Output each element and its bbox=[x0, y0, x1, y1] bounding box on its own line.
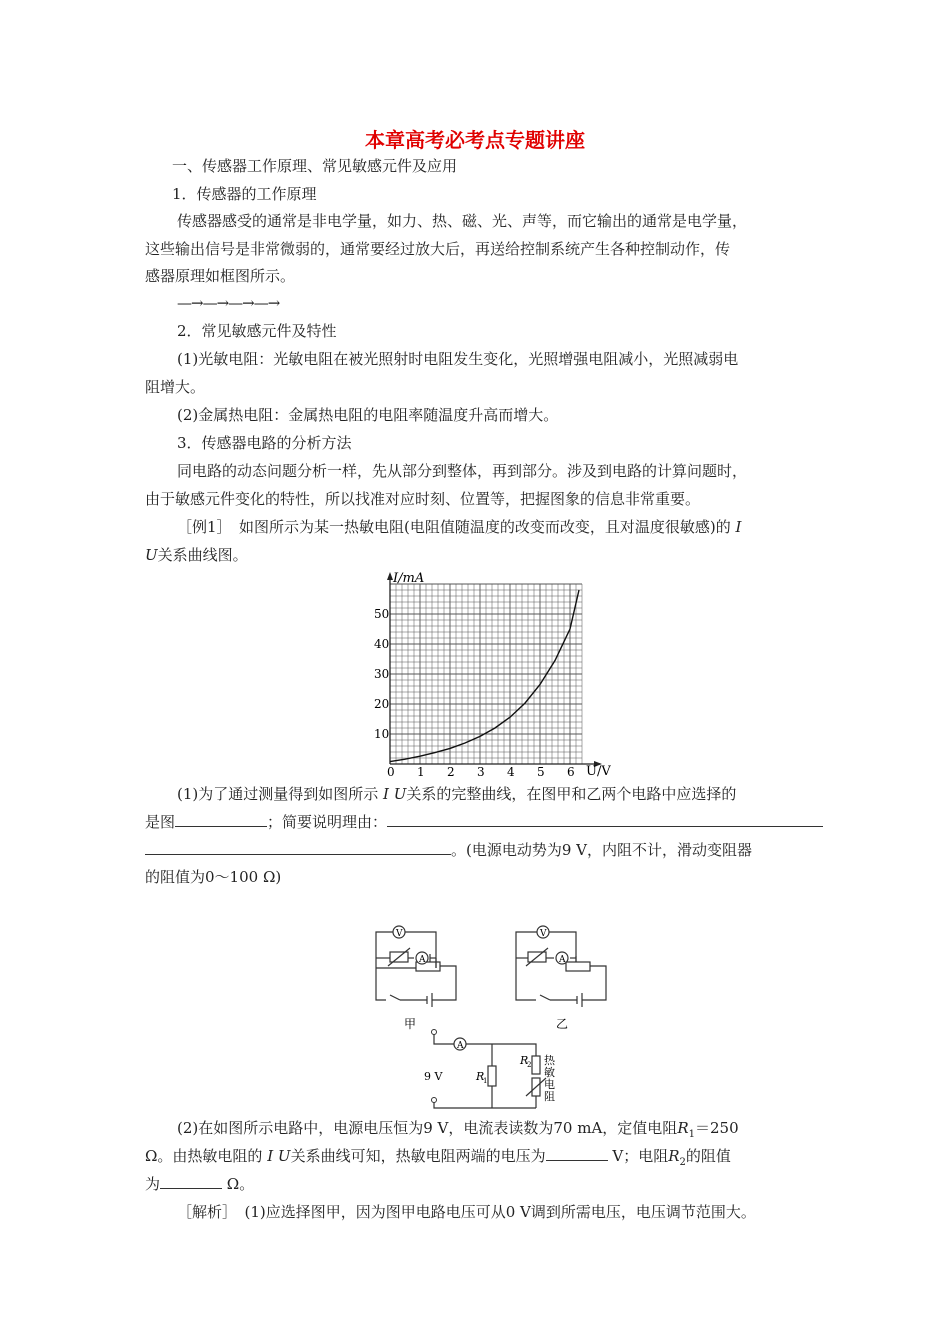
x-tick-label: 3 bbox=[477, 765, 485, 779]
figure-label-yi: 乙 bbox=[556, 1017, 569, 1031]
question-1-line: 的阻值为0～100 Ω) bbox=[145, 868, 282, 886]
source-voltage-label: 9 V bbox=[424, 1070, 443, 1083]
paragraph-line: 同电路的动态问题分析一样，先从部分到整体，再到部分。涉及到电路的计算问题时， bbox=[177, 462, 748, 480]
circuit-jia bbox=[376, 932, 456, 1007]
paragraph-line: 感器原理如框图所示。 bbox=[145, 267, 296, 285]
ammeter-label: A bbox=[457, 1041, 464, 1051]
question-1-line: (1)为了通过测量得到如图所示 I U关系的完整曲线，在图甲和乙两个电路中应选择的 bbox=[177, 785, 737, 803]
voltmeter-label: V bbox=[396, 929, 403, 939]
answer-blank[interactable] bbox=[160, 1174, 222, 1189]
ammeter-label: A bbox=[559, 955, 566, 965]
thermistor-label: 热 bbox=[544, 1054, 555, 1067]
figure-label-jia: 甲 bbox=[404, 1017, 417, 1031]
chart-ticks bbox=[374, 607, 575, 779]
x-tick-label: 4 bbox=[507, 765, 515, 779]
thermistor-label: 电 bbox=[544, 1078, 555, 1091]
x-tick-label: 2 bbox=[447, 765, 455, 779]
paragraph-line: 传感器感受的通常是非电学量，如力、热、磁、光、声等，而它输出的通常是电学量， bbox=[177, 212, 748, 230]
x-tick-label: 0 bbox=[387, 765, 395, 779]
question-2-line: (2)在如图所示电路中，电源电压恒为9 V，电流表读数为70 mA，定值电阻$R_1=250$ bbox=[177, 1119, 739, 1140]
thermistor-label: 阻 bbox=[544, 1090, 555, 1103]
question-2-line: 为 Ω。 bbox=[145, 1175, 255, 1193]
y-tick-label: 40 bbox=[374, 637, 390, 651]
paragraph-line: 由于敏感元件变化的特性，所以找准对应时刻、位置等，把握图象的信息非常重要。 bbox=[145, 490, 701, 508]
x-tick-label: 5 bbox=[537, 765, 545, 779]
paragraph-line: 阻增大。 bbox=[145, 378, 206, 396]
r2-label: R bbox=[520, 1054, 529, 1067]
y-tick-label: 50 bbox=[374, 607, 390, 621]
circuit-question2 bbox=[434, 1032, 546, 1108]
x-tick-label: 1 bbox=[417, 765, 425, 779]
subheading-1: 1．传感器的工作原理 bbox=[172, 185, 317, 203]
y-tick-label: 20 bbox=[374, 697, 390, 711]
page-title: 本章高考必考点专题讲座 bbox=[365, 128, 585, 152]
paragraph-line: 这些输出信号是非常微弱的，通常要经过放大后，再送给控制系统产生各种控制动作，传 bbox=[145, 240, 731, 258]
chart-grid bbox=[390, 584, 582, 764]
block-diagram-arrows: —→—→—→—→ bbox=[177, 294, 280, 312]
voltmeter-label: V bbox=[540, 929, 547, 939]
circuit-figures bbox=[360, 918, 620, 1118]
answer-blank[interactable] bbox=[175, 812, 267, 827]
y-tick-label: 10 bbox=[374, 727, 390, 741]
y-axis-label: I/mA bbox=[393, 571, 425, 586]
chart-curve bbox=[390, 590, 579, 762]
y-tick-label: 30 bbox=[374, 667, 390, 681]
r2-subscript: 2 bbox=[527, 1061, 532, 1069]
ammeter-label: A bbox=[419, 955, 426, 965]
x-axis-label: U/V bbox=[586, 764, 611, 779]
question-1-line: 。(电源电动势为9 V，内阻不计，滑动变阻器 bbox=[145, 839, 752, 861]
section-heading: 一、传感器工作原理、常见敏感元件及应用 bbox=[172, 157, 458, 175]
r1-label: R bbox=[476, 1070, 485, 1083]
answer-line: ［解析］ (1)应选择图甲，因为图甲电路电压可从0 V调到所需电压，电压调节范围大。 bbox=[177, 1203, 756, 1221]
r1-subscript: 1 bbox=[483, 1077, 488, 1085]
example-line: ［例1］ 如图所示为某一热敏电阻(电阻值随温度的改变而改变，且对温度很敏感)的 I bbox=[177, 518, 742, 536]
question-1-line: 是图 ；简要说明理由： bbox=[145, 811, 823, 833]
answer-blank[interactable] bbox=[546, 1146, 608, 1161]
circuit-yi bbox=[516, 932, 606, 1007]
answer-blank[interactable] bbox=[145, 840, 451, 855]
x-tick-label: 6 bbox=[567, 765, 575, 779]
thermistor-label: 敏 bbox=[544, 1066, 555, 1079]
question-2-line: Ω。由热敏电阻的 I U关系曲线可知，热敏电阻两端的电压为 V；电阻$R_2$的阻值 bbox=[145, 1147, 731, 1168]
subheading-3: 3．传感器电路的分析方法 bbox=[177, 434, 352, 452]
iu-curve-line bbox=[390, 590, 579, 762]
paragraph-line: (2)金属热电阻：金属热电阻的电阻率随温度升高而增大。 bbox=[177, 406, 559, 424]
example-line: U关系曲线图。 bbox=[145, 546, 248, 564]
answer-blank[interactable] bbox=[387, 812, 823, 827]
iu-curve-chart bbox=[360, 568, 620, 780]
paragraph-line: (1)光敏电阻：光敏电阻在被光照射时电阻发生变化，光照增强电阻减小，光照减弱电 bbox=[177, 350, 739, 368]
subheading-2: 2．常见敏感元件及特性 bbox=[177, 322, 337, 340]
